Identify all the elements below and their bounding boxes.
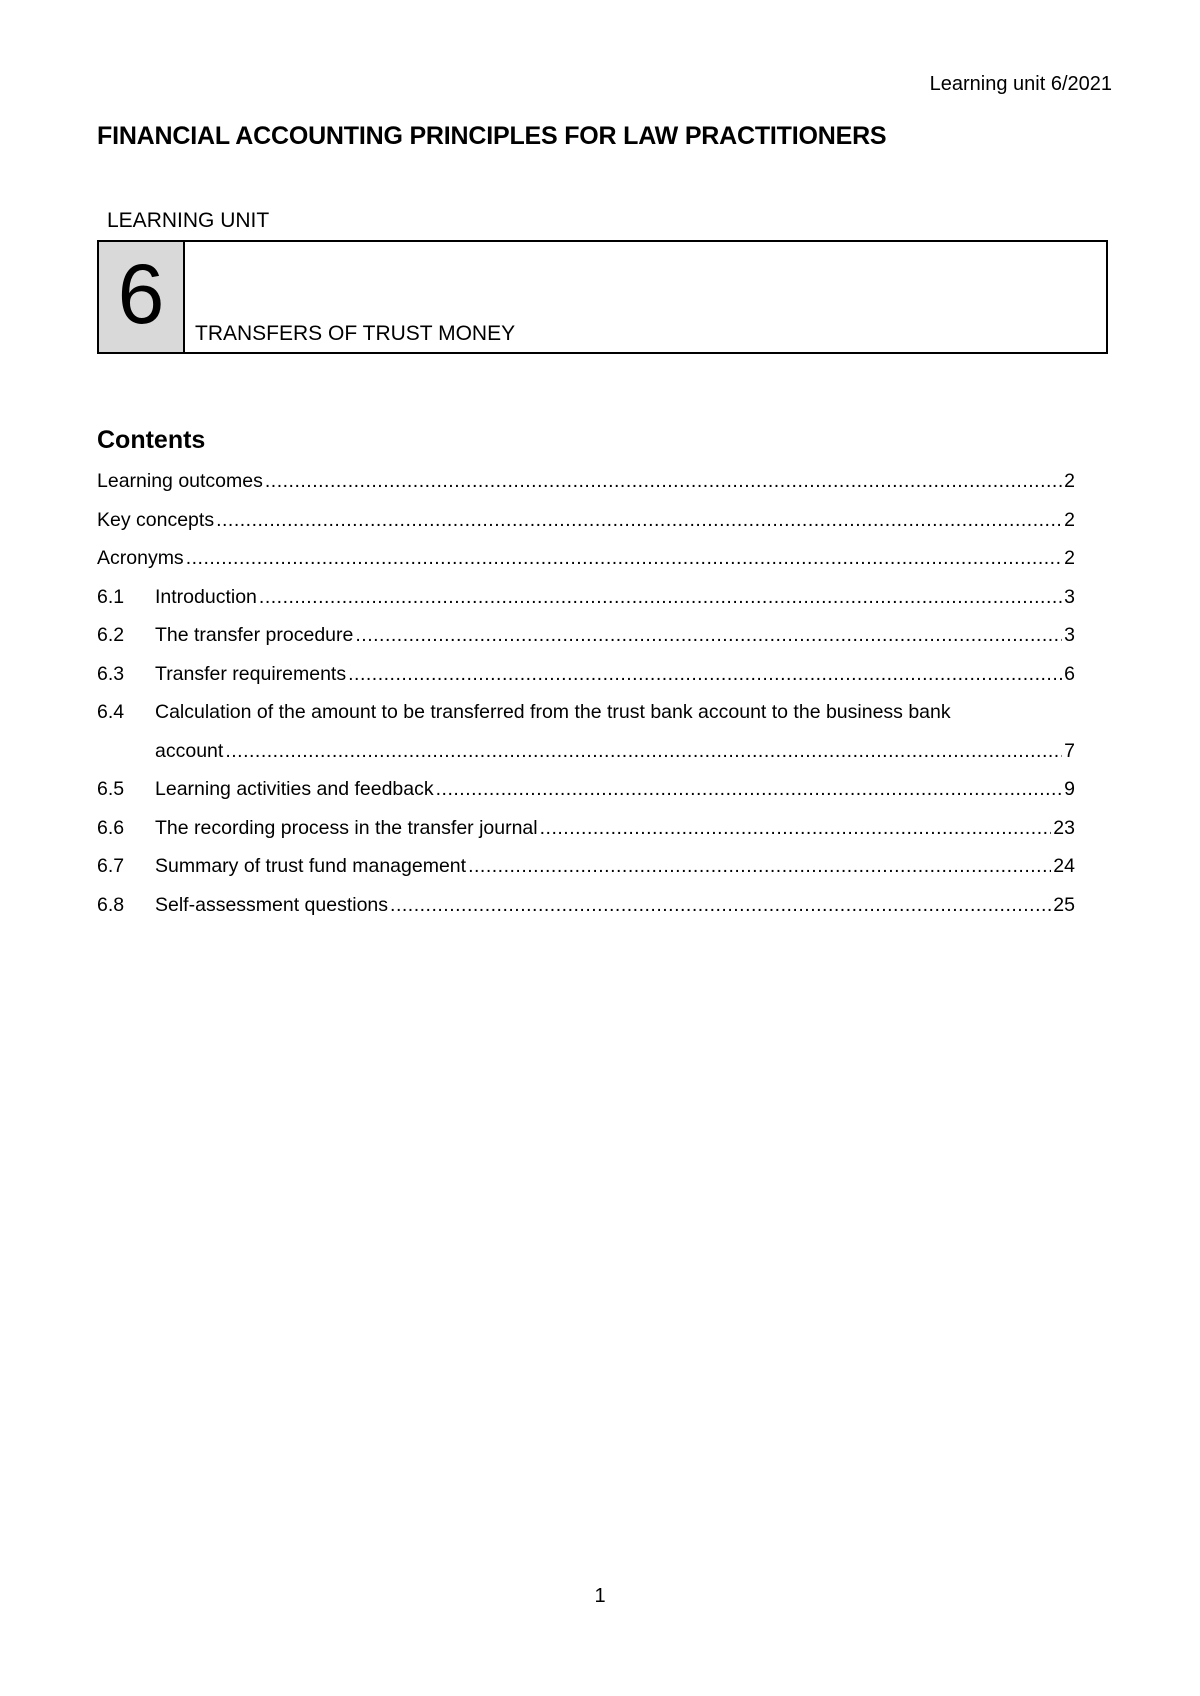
toc-entry-text: Learning outcomes	[97, 470, 263, 492]
learning-unit-label: LEARNING UNIT	[107, 209, 270, 232]
toc-entry-number: 6.6	[97, 816, 125, 839]
toc-entry-6-1[interactable]	[97, 578, 1075, 617]
toc-entry-learning-outcomes[interactable]	[97, 462, 1075, 501]
contents-heading: Contents	[97, 426, 206, 454]
toc-entry-text: Introduction	[155, 585, 257, 608]
toc-leader-dots	[216, 501, 1062, 540]
toc-entry-acronyms[interactable]	[97, 539, 1075, 578]
toc-entry-page: 25	[1053, 893, 1075, 916]
toc-entry-number: 6.5	[97, 778, 125, 800]
toc-entry-page: 3	[1064, 585, 1075, 608]
toc-entry-6-6[interactable]	[97, 809, 1075, 848]
toc-entry-line	[97, 732, 1075, 771]
toc-leader-dots	[355, 616, 1062, 655]
toc-entry-text: The recording process in the transfer journal	[155, 816, 538, 839]
page-number: 1	[594, 1585, 606, 1607]
toc-entry-text: Key concepts	[97, 508, 215, 531]
toc-leader-dots	[540, 809, 1052, 848]
toc-entry-page: 2	[1064, 508, 1075, 531]
document-title: FINANCIAL ACCOUNTING PRINCIPLES FOR LAW PRACTITIONERS	[97, 122, 887, 150]
toc-entry-number: 6.4	[97, 701, 125, 723]
toc-entry-text: Calculation of the amount to be transferred from the trust bank account to the business bank	[155, 701, 951, 723]
unit-title: TRANSFERS OF TRUST MONEY	[195, 322, 516, 345]
toc-leader-dots	[468, 847, 1051, 886]
unit-number: 6	[117, 247, 165, 341]
toc-entry-text: Acronyms	[97, 547, 184, 569]
toc-entry-text: Learning activities and feedback	[155, 778, 434, 800]
toc-entry-page: 9	[1064, 778, 1075, 800]
toc-entry-6-3[interactable]	[97, 655, 1075, 694]
unit-title-cell	[185, 242, 1106, 352]
toc-entry-page: 2	[1064, 547, 1075, 569]
toc-entry-text: Summary of trust fund management	[155, 855, 467, 877]
toc-entry-6-2[interactable]	[97, 616, 1075, 655]
toc-entry-number: 6.7	[97, 855, 125, 877]
toc-leader-dots	[436, 770, 1063, 809]
toc-entry-page: 7	[1064, 739, 1075, 762]
toc-entry-number: 6.8	[97, 893, 125, 916]
toc-leader-dots	[186, 539, 1062, 578]
toc-entry-number: 6.2	[97, 624, 125, 646]
unit-number-cell	[99, 242, 185, 352]
toc-entry-page: 24	[1053, 855, 1075, 877]
running-header: Learning unit 6/2021	[929, 73, 1112, 95]
toc-entry-text: The transfer procedure	[155, 624, 354, 646]
toc-entry-6-5[interactable]	[97, 770, 1075, 809]
toc-entry-6-7[interactable]	[97, 847, 1075, 886]
toc-entry-page: 23	[1053, 816, 1075, 839]
toc-entry-text: Self-assessment questions	[155, 893, 389, 916]
toc-entry-page: 6	[1064, 662, 1075, 685]
toc-entry-number: 6.1	[97, 585, 125, 608]
toc-entry-text-continued: account	[155, 739, 224, 762]
toc-leader-dots	[259, 578, 1062, 617]
toc-entry-page: 3	[1064, 624, 1075, 646]
toc-leader-dots	[348, 655, 1062, 694]
toc-entry-text: Transfer requirements	[155, 662, 347, 685]
toc-entry-page: 2	[1064, 470, 1075, 492]
table-of-contents	[97, 462, 1075, 924]
toc-entry-6-4[interactable]	[97, 693, 1075, 770]
toc-entry-number: 6.3	[97, 662, 125, 685]
toc-entry-6-8[interactable]	[97, 886, 1075, 925]
toc-leader-dots	[390, 886, 1051, 925]
toc-leader-dots	[265, 462, 1062, 501]
toc-entry-key-concepts[interactable]	[97, 501, 1075, 540]
toc-leader-dots	[225, 732, 1062, 771]
toc-entry-line	[97, 693, 1075, 732]
learning-unit-box	[97, 240, 1108, 354]
